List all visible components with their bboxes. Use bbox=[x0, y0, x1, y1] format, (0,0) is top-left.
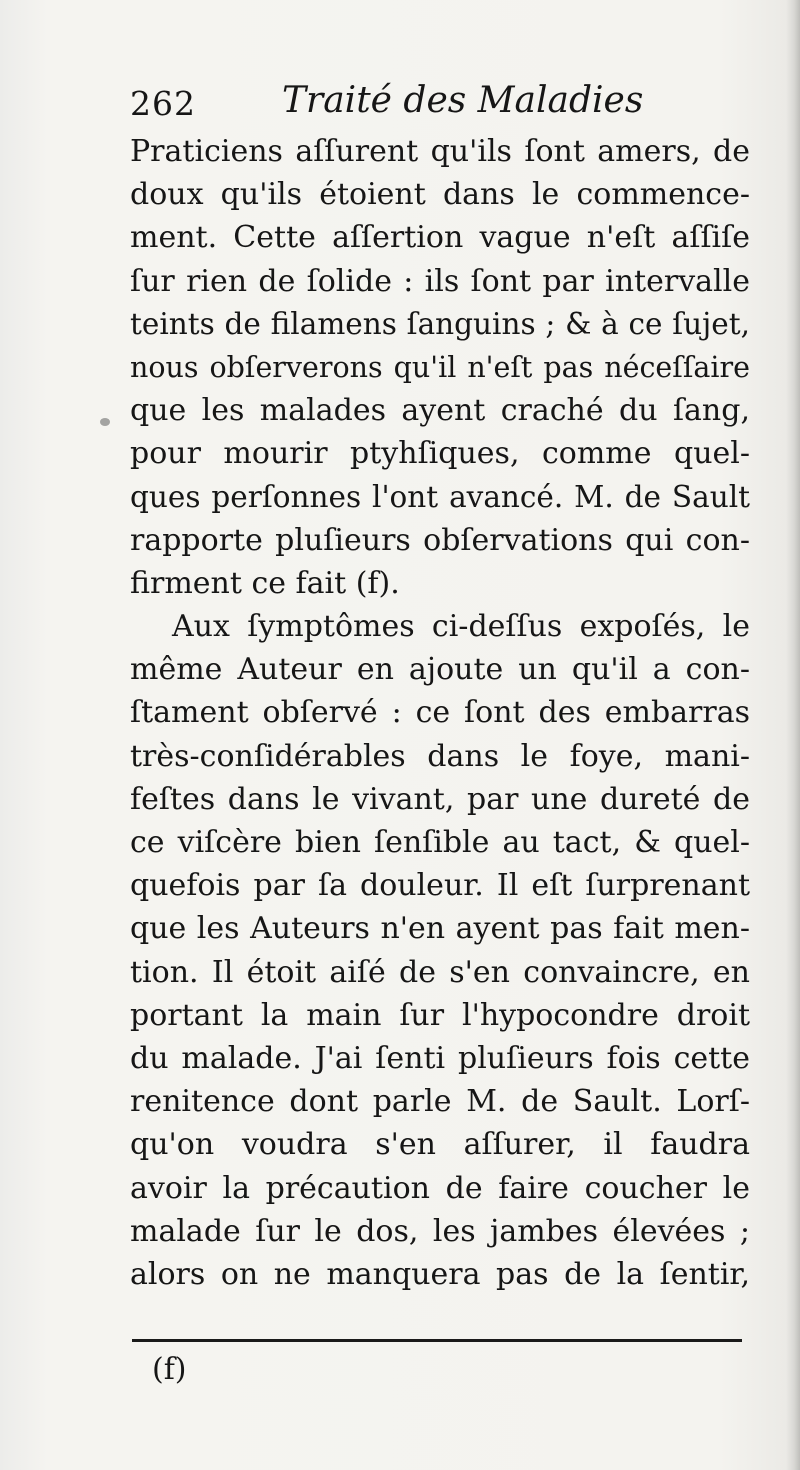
footnote-marker: (f) bbox=[152, 1352, 187, 1387]
text-line: très-conſidérables dans le foye, mani- bbox=[130, 738, 750, 774]
text-line: malade ſur le dos, les jambes élevées ; bbox=[130, 1213, 750, 1249]
text-line: renitence dont parle M. de Sault. Lorſ- bbox=[130, 1084, 750, 1120]
text-line: pour mourir ptyhſiques, comme quel- bbox=[130, 436, 750, 472]
page-edge-shadow bbox=[786, 0, 800, 1470]
text-line: Aux ſymptômes ci-deſſus expoſés, le bbox=[172, 609, 750, 645]
text-line: même Auteur en ajoute un qu'il a con- bbox=[130, 652, 750, 688]
text-line: rapporte pluſieurs obſervations qui con- bbox=[130, 522, 750, 558]
footnote-rule bbox=[132, 1339, 742, 1342]
text-line: doux qu'ils étoient dans le commence- bbox=[130, 177, 750, 213]
running-title: Traité des Maladies bbox=[282, 80, 644, 121]
text-line: ce viſcère bien ſenſible au tact, & quel- bbox=[130, 825, 750, 860]
text-line: feſtes dans le vivant, par une dureté de bbox=[130, 781, 750, 817]
text-line: portant la main ſur l'hypocondre droit bbox=[130, 997, 750, 1033]
page-header bbox=[130, 78, 750, 128]
text-line: que les malades ayent craché du ſang, bbox=[130, 393, 750, 429]
text-line: teints de filamens ſanguins ; & à ce ſujet, bbox=[130, 306, 750, 341]
text-line: tion. Il étoit aiſé de s'en convaincre, en bbox=[130, 954, 750, 990]
text-line: ſur rien de ſolide : ils ſont par intervalle bbox=[130, 263, 750, 299]
page-number: 262 bbox=[130, 84, 196, 123]
text-line: ques perſonnes l'ont avancé. M. de Sault bbox=[130, 479, 750, 514]
text-line: ſtament obſervé : ce ſont des embarras bbox=[130, 695, 750, 731]
text-line: que les Auteurs n'en ayent pas fait men- bbox=[130, 911, 750, 947]
text-line: nous obſerverons qu'il n'eſt pas néceſſaire bbox=[130, 350, 750, 384]
paragraph-2 bbox=[130, 605, 750, 1296]
text-line: alors on ne manquera pas de la ſentir, bbox=[130, 1256, 750, 1292]
paragraph-1 bbox=[130, 130, 750, 605]
ink-smudge bbox=[100, 418, 110, 426]
text-line: du malade. J'ai ſenti pluſieurs fois cette bbox=[130, 1040, 750, 1076]
text-line: Praticiens aſſurent qu'ils ſont amers, de bbox=[130, 134, 750, 169]
text-line: ment. Cette aſſertion vague n'eſt aſſiſe bbox=[130, 220, 750, 256]
text-line: firment ce fait (f). bbox=[130, 565, 400, 601]
body-text bbox=[130, 130, 750, 1296]
text-line: quefois par ſa douleur. Il eſt ſurprenant bbox=[130, 868, 750, 904]
text-line: avoir la précaution de faire coucher le bbox=[130, 1170, 750, 1206]
text-line: qu'on voudra s'en aſſurer, il faudra bbox=[130, 1127, 750, 1163]
